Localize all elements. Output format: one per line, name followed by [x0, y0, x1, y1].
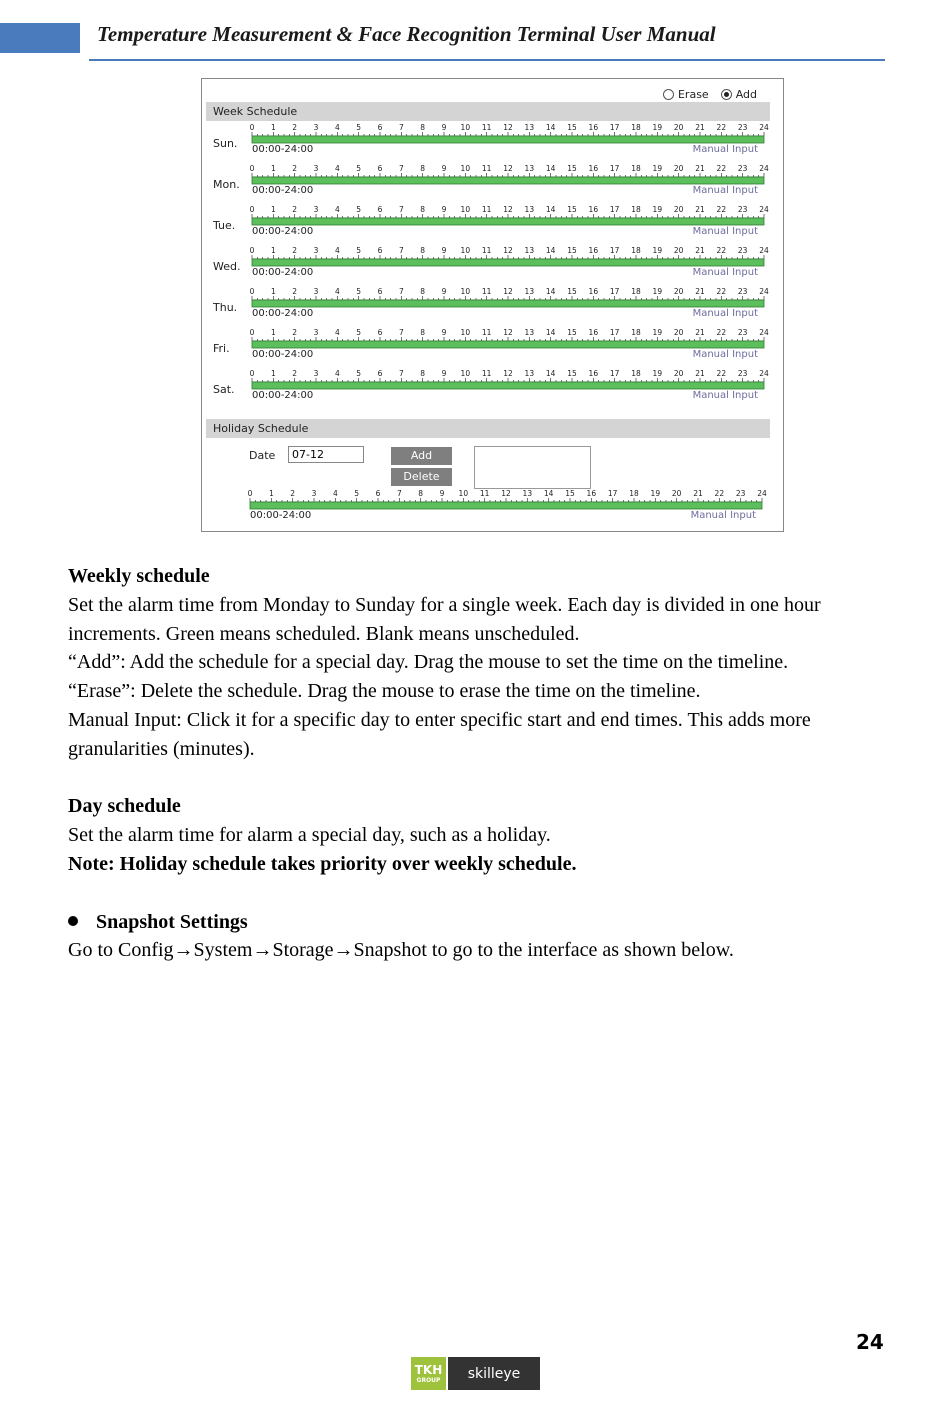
hour-tick-label: 0	[249, 123, 255, 132]
scheduled-bar	[252, 218, 764, 225]
erase-radio[interactable]	[663, 89, 674, 100]
hour-tick-label: 22	[714, 489, 725, 498]
day-timeline[interactable]	[249, 328, 769, 369]
hour-tick-label: 12	[503, 246, 513, 255]
hour-tick-label: 11	[481, 328, 492, 337]
hour-tick-label: 8	[420, 123, 426, 132]
hour-tick-label: 1	[268, 489, 274, 498]
hour-tick-label: 0	[249, 246, 255, 255]
hour-tick-label: 21	[693, 489, 703, 498]
hour-tick-label: 13	[524, 123, 535, 132]
hour-tick-label: 20	[673, 246, 684, 255]
hour-tick-label: 7	[398, 369, 404, 378]
skilleye-logo: skilleye	[448, 1357, 540, 1390]
hour-tick-label: 10	[460, 328, 471, 337]
hour-tick-label: 3	[313, 287, 319, 296]
hour-tick-label: 9	[441, 328, 447, 337]
hour-tick-label: 7	[398, 164, 404, 173]
header-rule	[89, 59, 885, 61]
hour-tick-label: 0	[249, 287, 255, 296]
day-label: Thu.	[213, 301, 238, 314]
hour-tick-label: 21	[695, 164, 705, 173]
hour-tick-label: 9	[441, 369, 447, 378]
hour-tick-label: 5	[354, 489, 360, 498]
hour-tick-label: 15	[567, 246, 577, 255]
hour-tick-label: 22	[716, 205, 727, 214]
hour-tick-label: 14	[545, 369, 556, 378]
day-timeline-bar[interactable]	[249, 369, 769, 391]
hour-tick-label: 2	[292, 328, 298, 337]
manual-input-link[interactable]: Manual Input	[692, 390, 758, 401]
hour-tick-label: 16	[588, 287, 599, 296]
hour-tick-label: 9	[441, 205, 447, 214]
hour-tick-label: 13	[524, 287, 535, 296]
hour-tick-label: 20	[671, 489, 682, 498]
hour-tick-label: 15	[565, 489, 575, 498]
hour-tick-label: 15	[567, 123, 577, 132]
hour-tick-label: 2	[292, 164, 298, 173]
holiday-timeline-bar[interactable]	[247, 489, 767, 511]
hour-tick-label: 6	[377, 164, 383, 173]
hour-tick-label: 19	[652, 164, 663, 173]
date-input[interactable]	[288, 446, 364, 463]
weekly-paragraph-2: “Add”: Add the schedule for a special day. Drag the mouse to set the time on the timeline.	[68, 651, 789, 674]
hour-tick-label: 12	[503, 123, 513, 132]
hour-tick-label: 5	[356, 205, 362, 214]
hour-tick-label: 8	[420, 164, 426, 173]
delete-button[interactable]: Delete	[391, 468, 452, 486]
header-accent-block	[0, 23, 80, 53]
hour-tick-label: 14	[545, 328, 556, 337]
hour-tick-label: 10	[460, 287, 471, 296]
hour-tick-label: 4	[334, 164, 340, 173]
footer-logo	[411, 1357, 540, 1390]
manual-input-link[interactable]: Manual Input	[692, 308, 758, 319]
hour-tick-label: 6	[377, 205, 383, 214]
hour-tick-label: 0	[249, 369, 255, 378]
hour-tick-label: 9	[441, 164, 447, 173]
hour-tick-label: 1	[270, 246, 276, 255]
hour-tick-label: 14	[545, 205, 556, 214]
hour-tick-label: 8	[420, 328, 426, 337]
hour-tick-label: 7	[396, 489, 402, 498]
mode-selector	[663, 88, 765, 101]
hour-tick-label: 5	[356, 164, 362, 173]
hour-tick-label: 24	[759, 164, 769, 173]
hour-tick-label: 7	[398, 328, 404, 337]
hour-tick-label: 6	[375, 489, 381, 498]
manual-input-link[interactable]: Manual Input	[692, 349, 758, 360]
hour-tick-label: 23	[737, 205, 748, 214]
hour-tick-label: 20	[673, 328, 684, 337]
hour-tick-label: 19	[652, 328, 663, 337]
day-range: 00:00-24:00	[252, 144, 314, 155]
hour-tick-label: 16	[588, 205, 599, 214]
hour-tick-label: 23	[737, 123, 748, 132]
day-paragraph: Set the alarm time for alarm a special day, such as a holiday.	[68, 824, 551, 847]
hour-tick-label: 24	[757, 489, 767, 498]
day-timeline-bar[interactable]	[249, 328, 769, 350]
hour-tick-label: 22	[716, 246, 727, 255]
hour-tick-label: 13	[522, 489, 533, 498]
scheduled-bar	[252, 177, 764, 184]
hour-tick-label: 8	[420, 287, 426, 296]
hour-tick-label: 17	[609, 123, 620, 132]
hour-tick-label: 23	[737, 246, 748, 255]
hour-tick-label: 20	[673, 205, 684, 214]
hour-tick-label: 14	[545, 287, 556, 296]
hour-tick-label: 1	[270, 369, 276, 378]
hour-tick-label: 12	[503, 287, 513, 296]
manual-input-link[interactable]: Manual Input	[692, 185, 758, 196]
hour-tick-label: 2	[292, 287, 298, 296]
hour-tick-label: 15	[567, 287, 577, 296]
hour-tick-label: 10	[460, 246, 471, 255]
weekly-heading: Weekly schedule	[68, 565, 210, 587]
hour-tick-label: 8	[418, 489, 424, 498]
hour-tick-label: 7	[398, 123, 404, 132]
day-range: 00:00-24:00	[252, 308, 314, 319]
hour-tick-label: 1	[270, 328, 276, 337]
holiday-manual-input[interactable]: Manual Input	[690, 510, 756, 521]
hour-tick-label: 16	[588, 246, 599, 255]
hour-tick-label: 4	[334, 328, 340, 337]
day-label: Sun.	[213, 137, 238, 150]
hour-tick-label: 21	[695, 246, 705, 255]
hour-tick-label: 12	[503, 164, 513, 173]
hour-tick-label: 23	[737, 164, 748, 173]
hour-tick-label: 21	[695, 123, 705, 132]
manual-title: Temperature Measurement & Face Recognition Terminal User Manual	[97, 22, 716, 46]
hour-tick-label: 12	[503, 369, 513, 378]
hour-tick-label: 1	[270, 287, 276, 296]
hour-tick-label: 22	[716, 369, 727, 378]
hour-tick-label: 3	[311, 489, 317, 498]
day-label: Wed.	[213, 260, 241, 273]
hour-tick-label: 20	[673, 369, 684, 378]
day-range: 00:00-24:00	[252, 226, 314, 237]
hour-tick-label: 15	[567, 205, 577, 214]
hour-tick-label: 12	[503, 328, 513, 337]
day-timeline[interactable]	[249, 287, 769, 328]
hour-tick-label: 2	[292, 205, 298, 214]
hour-tick-label: 23	[735, 489, 746, 498]
day-range: 00:00-24:00	[252, 267, 314, 278]
hour-tick-label: 12	[503, 205, 513, 214]
day-timeline[interactable]	[249, 164, 769, 205]
day-range: 00:00-24:00	[252, 349, 314, 360]
hour-tick-label: 17	[609, 287, 620, 296]
hour-tick-label: 20	[673, 287, 684, 296]
hour-tick-label: 20	[673, 164, 684, 173]
day-timeline-bar[interactable]	[249, 123, 769, 145]
hour-tick-label: 9	[441, 123, 447, 132]
hour-tick-label: 10	[460, 123, 471, 132]
hour-tick-label: 14	[545, 123, 556, 132]
weekly-paragraph-1: Set the alarm time from Monday to Sunday for a single week. Each day is divided in one hour increments. Green means scheduled. Blank means unscheduled.	[68, 593, 821, 645]
hour-tick-label: 22	[716, 287, 727, 296]
week-schedule-header: Week Schedule	[206, 102, 770, 121]
date-label: Date	[249, 449, 276, 462]
hour-tick-label: 0	[249, 328, 255, 337]
hour-tick-label: 22	[716, 164, 727, 173]
hour-tick-label: 3	[313, 164, 319, 173]
hour-tick-label: 21	[695, 205, 705, 214]
manual-input-link[interactable]: Manual Input	[692, 144, 758, 155]
scheduled-bar	[252, 136, 764, 143]
hour-tick-label: 14	[543, 489, 554, 498]
day-label: Tue.	[213, 219, 236, 232]
hour-tick-label: 4	[334, 246, 340, 255]
hour-tick-label: 8	[420, 205, 426, 214]
hour-tick-label: 9	[441, 246, 447, 255]
hour-tick-label: 24	[759, 328, 769, 337]
hour-tick-label: 15	[567, 328, 577, 337]
schedule-panel	[201, 78, 784, 532]
hour-tick-label: 16	[588, 123, 599, 132]
day-timeline-bar[interactable]	[249, 287, 769, 309]
hour-tick-label: 11	[481, 246, 492, 255]
hour-tick-label: 24	[759, 369, 769, 378]
hour-tick-label: 21	[695, 369, 705, 378]
day-timeline-bar[interactable]	[249, 164, 769, 186]
scheduled-bar	[252, 259, 764, 266]
hour-tick-label: 23	[737, 328, 748, 337]
hour-tick-label: 19	[652, 123, 663, 132]
holiday-date-list[interactable]	[474, 446, 591, 489]
hour-tick-label: 13	[524, 369, 535, 378]
hour-tick-label: 24	[759, 205, 769, 214]
hour-tick-label: 4	[334, 205, 340, 214]
hour-tick-label: 13	[524, 205, 535, 214]
hour-tick-label: 7	[398, 205, 404, 214]
hour-tick-label: 3	[313, 369, 319, 378]
hour-tick-label: 17	[609, 369, 620, 378]
hour-tick-label: 6	[377, 246, 383, 255]
holiday-timeline[interactable]	[247, 489, 767, 530]
hour-tick-label: 10	[460, 164, 471, 173]
hour-tick-label: 11	[481, 164, 492, 173]
add-button[interactable]: Add	[391, 447, 452, 465]
hour-tick-label: 24	[759, 287, 769, 296]
hour-tick-label: 15	[567, 369, 577, 378]
hour-tick-label: 16	[586, 489, 597, 498]
day-timeline-bar[interactable]	[249, 205, 769, 227]
manual-input-link[interactable]: Manual Input	[692, 226, 758, 237]
hour-tick-label: 17	[609, 328, 620, 337]
hour-tick-label: 17	[609, 205, 620, 214]
snapshot-heading: Snapshot Settings	[96, 910, 248, 933]
hour-tick-label: 4	[334, 123, 340, 132]
day-label: Sat.	[213, 383, 235, 396]
hour-tick-label: 19	[652, 369, 663, 378]
hour-tick-label: 1	[270, 123, 276, 132]
day-timeline[interactable]	[249, 369, 769, 410]
hour-tick-label: 4	[334, 369, 340, 378]
hour-tick-label: 5	[356, 328, 362, 337]
hour-tick-label: 12	[501, 489, 511, 498]
hour-tick-label: 16	[588, 328, 599, 337]
body-text	[68, 562, 888, 965]
hour-tick-label: 15	[567, 164, 577, 173]
hour-tick-label: 18	[631, 123, 641, 132]
hour-tick-label: 9	[439, 489, 445, 498]
hour-tick-label: 18	[629, 489, 639, 498]
weekly-paragraph-3: “Erase”: Delete the schedule. Drag the mouse to erase the time on the timeline.	[68, 680, 701, 703]
hour-tick-label: 23	[737, 287, 748, 296]
hour-tick-label: 21	[695, 328, 705, 337]
hour-tick-label: 22	[716, 328, 727, 337]
scheduled-bar	[252, 382, 764, 389]
hour-tick-label: 3	[313, 123, 319, 132]
hour-tick-label: 10	[458, 489, 469, 498]
hour-tick-label: 24	[759, 123, 769, 132]
day-label: Mon.	[213, 178, 240, 191]
day-range: 00:00-24:00	[252, 185, 314, 196]
hour-tick-label: 18	[631, 287, 641, 296]
scheduled-bar	[252, 300, 764, 307]
hour-tick-label: 13	[524, 246, 535, 255]
hour-tick-label: 5	[356, 369, 362, 378]
hour-tick-label: 18	[631, 328, 641, 337]
hour-tick-label: 11	[481, 205, 492, 214]
hour-tick-label: 3	[313, 246, 319, 255]
hour-tick-label: 17	[609, 246, 620, 255]
hour-tick-label: 3	[313, 328, 319, 337]
erase-label: Erase	[677, 88, 709, 101]
hour-tick-label: 11	[481, 369, 492, 378]
hour-tick-label: 24	[759, 246, 769, 255]
hour-tick-label: 17	[609, 164, 620, 173]
hour-tick-label: 0	[247, 489, 253, 498]
manual-input-link[interactable]: Manual Input	[692, 267, 758, 278]
hour-tick-label: 0	[249, 164, 255, 173]
hour-tick-label: 19	[652, 246, 663, 255]
weekly-paragraph-4: Manual Input: Click it for a specific day to enter specific start and end times. This adds more granularities (minutes).	[68, 708, 811, 760]
hour-tick-label: 2	[292, 246, 298, 255]
hour-tick-label: 20	[673, 123, 684, 132]
hour-tick-label: 5	[356, 287, 362, 296]
hour-tick-label: 8	[420, 369, 426, 378]
day-heading: Day schedule	[68, 795, 181, 818]
hour-tick-label: 6	[377, 123, 383, 132]
hour-tick-label: 11	[481, 123, 492, 132]
hour-tick-label: 18	[631, 164, 641, 173]
add-label: Add	[735, 88, 757, 101]
hour-tick-label: 19	[652, 287, 663, 296]
bullet-icon	[68, 916, 78, 926]
hour-tick-label: 2	[292, 369, 298, 378]
hour-tick-label: 2	[292, 123, 298, 132]
hour-tick-label: 11	[479, 489, 490, 498]
hour-tick-label: 16	[588, 164, 599, 173]
hour-tick-label: 18	[631, 246, 641, 255]
hour-tick-label: 16	[588, 369, 599, 378]
hour-tick-label: 17	[607, 489, 618, 498]
day-timeline[interactable]	[249, 205, 769, 246]
hour-tick-label: 23	[737, 369, 748, 378]
hour-tick-label: 14	[545, 164, 556, 173]
day-timeline[interactable]	[249, 123, 769, 164]
holiday-range: 00:00-24:00	[250, 510, 312, 521]
hour-tick-label: 18	[631, 205, 641, 214]
day-range: 00:00-24:00	[252, 390, 314, 401]
hour-tick-label: 10	[460, 369, 471, 378]
hour-tick-label: 6	[377, 369, 383, 378]
hour-tick-label: 21	[695, 287, 705, 296]
hour-tick-label: 8	[420, 246, 426, 255]
hour-tick-label: 13	[524, 164, 535, 173]
day-timeline[interactable]	[249, 246, 769, 287]
hour-tick-label: 2	[290, 489, 296, 498]
scheduled-bar	[250, 502, 762, 509]
tkh-logo: TKH GROUP	[411, 1357, 446, 1390]
hour-tick-label: 22	[716, 123, 727, 132]
snapshot-paragraph: Go to Config→System→Storage→Snapshot to go to the interface as shown below.	[68, 939, 734, 962]
hour-tick-label: 19	[652, 205, 663, 214]
hour-tick-label: 4	[332, 489, 338, 498]
hour-tick-label: 7	[398, 246, 404, 255]
hour-tick-label: 6	[377, 287, 383, 296]
hour-tick-label: 10	[460, 205, 471, 214]
hour-tick-label: 14	[545, 246, 556, 255]
day-timeline-bar[interactable]	[249, 246, 769, 268]
hour-tick-label: 4	[334, 287, 340, 296]
hour-tick-label: 18	[631, 369, 641, 378]
page-number: 24	[856, 1330, 884, 1354]
add-radio[interactable]	[721, 89, 732, 100]
hour-tick-label: 1	[270, 205, 276, 214]
hour-tick-label: 3	[313, 205, 319, 214]
hour-tick-label: 19	[650, 489, 661, 498]
hour-tick-label: 13	[524, 328, 535, 337]
hour-tick-label: 9	[441, 287, 447, 296]
hour-tick-label: 5	[356, 123, 362, 132]
hour-tick-label: 1	[270, 164, 276, 173]
day-note: Note: Holiday schedule takes priority over weekly schedule.	[68, 852, 577, 875]
day-label: Fri.	[213, 342, 230, 355]
hour-tick-label: 11	[481, 287, 492, 296]
scheduled-bar	[252, 341, 764, 348]
hour-tick-label: 6	[377, 328, 383, 337]
hour-tick-label: 5	[356, 246, 362, 255]
holiday-schedule-header: Holiday Schedule	[206, 419, 770, 438]
hour-tick-label: 7	[398, 287, 404, 296]
hour-tick-label: 0	[249, 205, 255, 214]
